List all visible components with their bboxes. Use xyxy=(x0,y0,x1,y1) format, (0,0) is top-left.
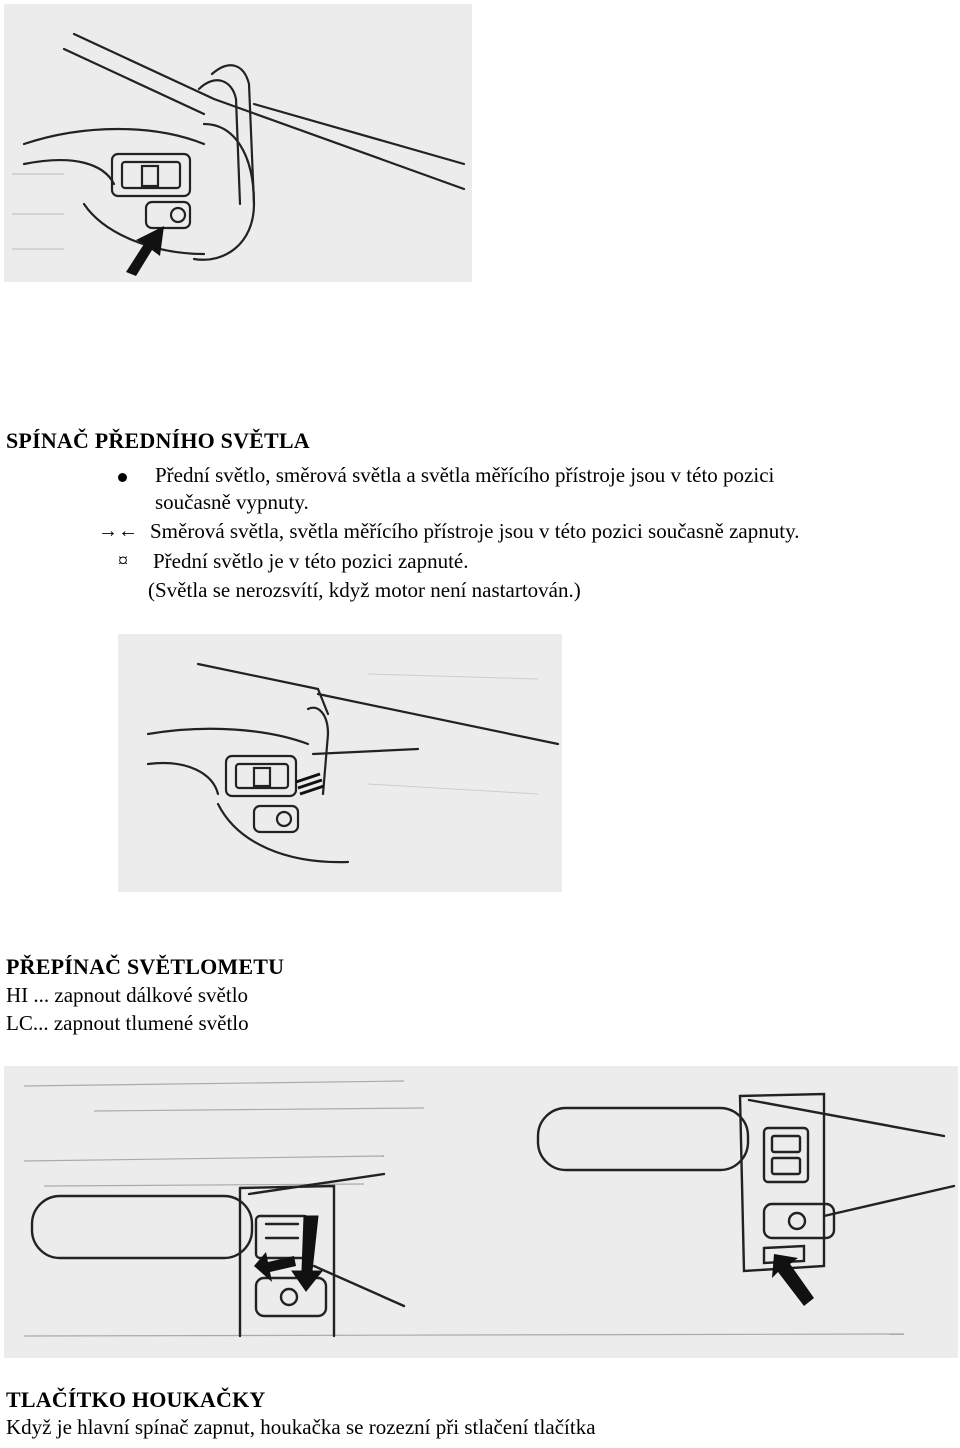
horn-button-description: Když je hlavní spínač zapnut, houkačka se rozezní při stlačení tlačítka xyxy=(6,1415,596,1439)
headlight-switch-figure xyxy=(4,4,472,282)
horn-button-title: TLAČÍTKO HOUKAČKY xyxy=(6,1387,266,1412)
off-description-line1: Přední světlo, směrová světla a světla měřícího přístroje jsou v této pozici xyxy=(155,463,775,487)
handlebar-grips-illustration-icon xyxy=(4,1066,958,1358)
dimmer-hi-description: HI ... zapnout dálkové světlo xyxy=(6,983,249,1007)
handlebar-switch-illustration-icon xyxy=(4,4,472,282)
headlight-switch-title: SPÍNAČ PŘEDNÍHO SVĚTLA xyxy=(6,428,310,453)
bullet-dot-icon xyxy=(118,473,127,482)
handlebar-switch-illustration-icon xyxy=(118,634,562,892)
horn-button-figure xyxy=(4,1066,958,1358)
dimmer-lo-description: LC... zapnout tlumené světlo xyxy=(6,1011,249,1035)
dimmer-switch-figure xyxy=(118,634,562,892)
headlight-note: (Světla se nerozsvítí, když motor není nastartován.) xyxy=(148,578,581,602)
off-description-line2: současně vypnuty. xyxy=(155,490,309,514)
headlight-on-symbol-icon: ¤ xyxy=(118,550,128,572)
position-lights-description: Směrová světla, světla měřícího přístroje jsou v této pozici současně zapnuty. xyxy=(150,519,800,543)
headlight-on-description: Přední světlo je v této pozici zapnuté. xyxy=(153,549,469,573)
dimmer-switch-title: PŘEPÍNAČ SVĚTLOMETU xyxy=(6,954,285,979)
position-lights-symbol-icon: →← xyxy=(98,520,138,542)
